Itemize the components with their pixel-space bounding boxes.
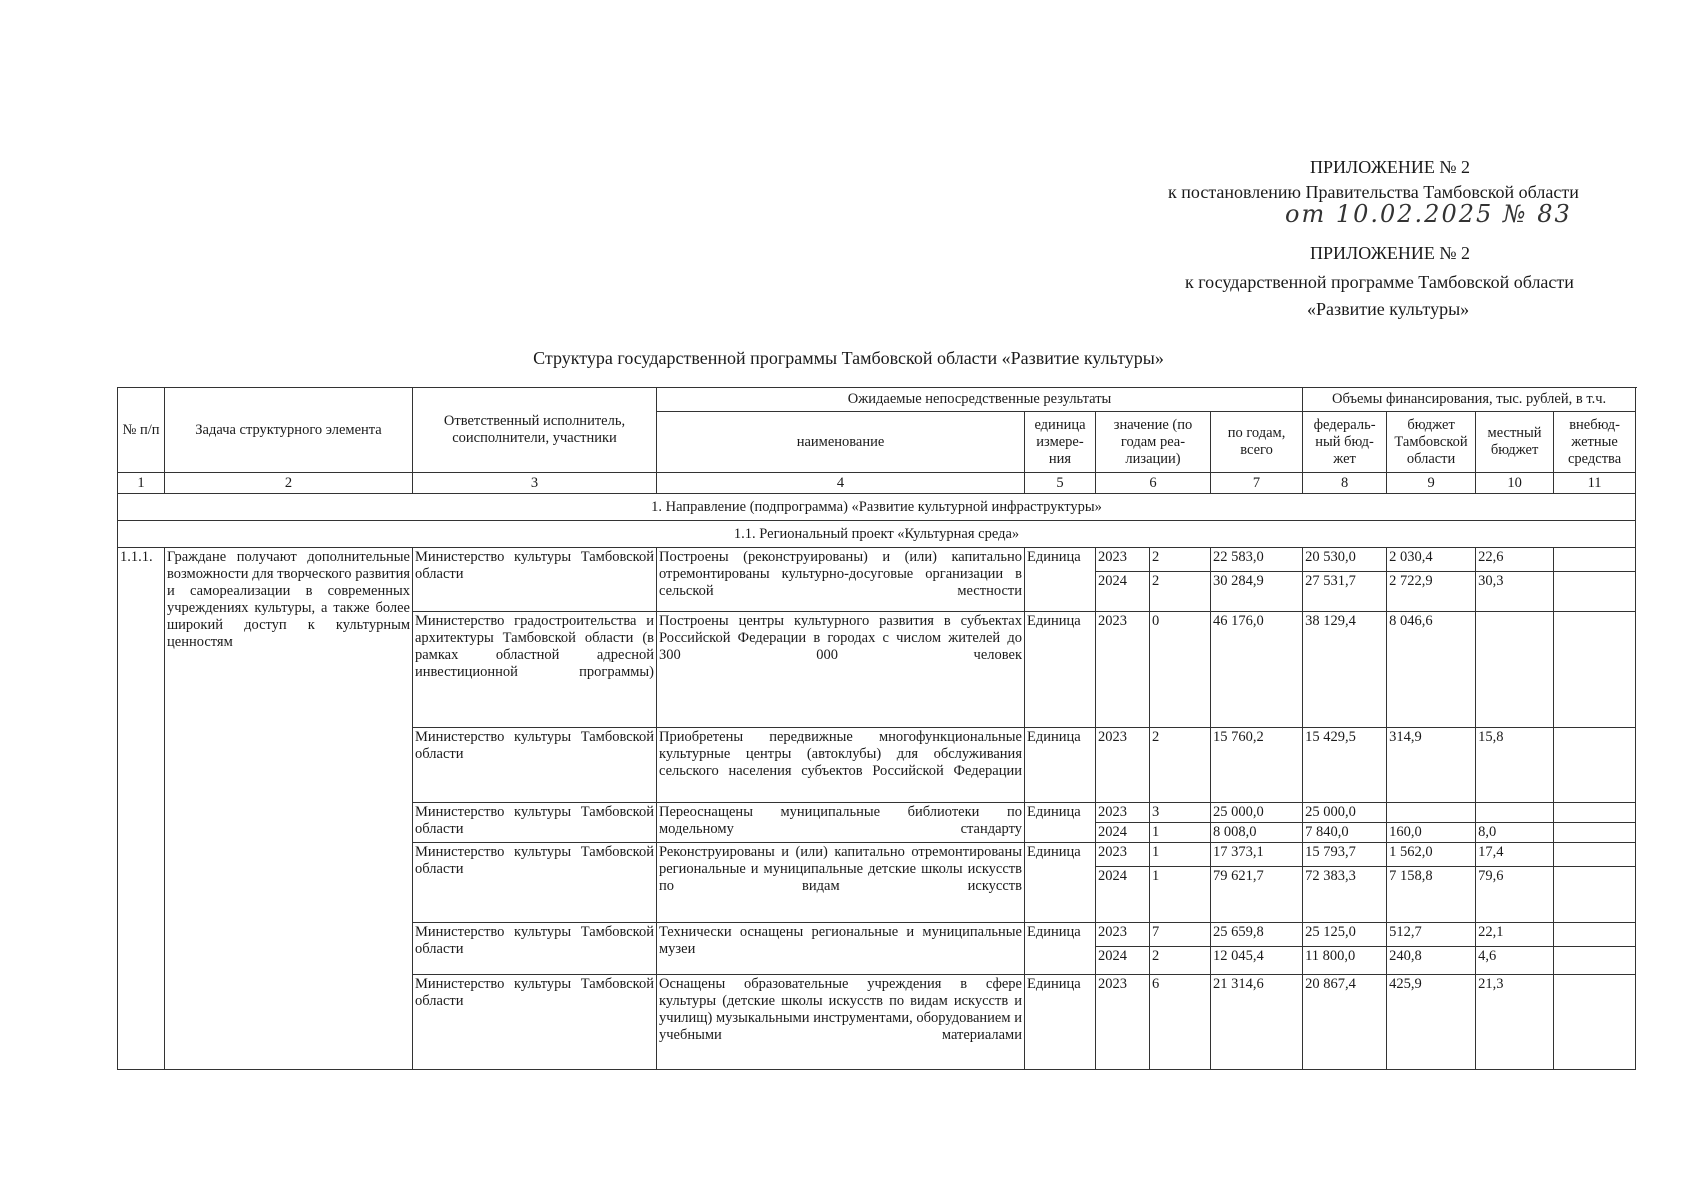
executor-cell: Министерство культуры Тамбовской области: [413, 728, 657, 803]
column-number: 2: [165, 473, 413, 494]
column-number: 3: [413, 473, 657, 494]
year-cell: 2023: [1096, 843, 1150, 867]
column-number: 1: [118, 473, 165, 494]
head-extrabudget: внебюд-жетные средства: [1554, 412, 1636, 473]
unit-cell: Единица: [1025, 923, 1096, 975]
extrabudget-cell: [1554, 975, 1636, 1070]
regional-cell: 7 158,8: [1387, 867, 1476, 923]
head-unit: единица измере-ния: [1025, 412, 1096, 473]
head-funding-group: Объемы финансирования, тыс. рублей, в т.ч.: [1303, 388, 1636, 412]
regional-cell: 512,7: [1387, 923, 1476, 947]
column-number: 4: [657, 473, 1025, 494]
program-name: «Развитие культуры»: [1307, 299, 1470, 319]
program-reference: к государственной программе Тамбовской области: [1185, 272, 1574, 292]
head-federal: федераль-ный бюд-жет: [1303, 412, 1387, 473]
task-description: Граждане получают дополнительные возможности для творческого развития и самореализации в современных учреждениях культуры, а также более широкий доступ к культурным ценностям: [165, 548, 413, 1070]
federal-cell: 72 383,3: [1303, 867, 1387, 923]
year-cell: 2023: [1096, 548, 1150, 572]
total-cell: 30 284,9: [1211, 572, 1303, 612]
year-cell: 2023: [1096, 803, 1150, 823]
head-regional: бюджет Тамбовской области: [1387, 412, 1476, 473]
column-number: 7: [1211, 473, 1303, 494]
regional-cell: 2 722,9: [1387, 572, 1476, 612]
extrabudget-cell: [1554, 612, 1636, 728]
head-result-name: наименование: [657, 412, 1025, 473]
extrabudget-cell: [1554, 867, 1636, 923]
unit-cell: Единица: [1025, 612, 1096, 728]
resolution-reference: к постановлению Правительства Тамбовской области: [1168, 182, 1579, 202]
total-cell: 21 314,6: [1211, 975, 1303, 1070]
value-cell: 2: [1150, 728, 1211, 803]
extrabudget-cell: [1554, 548, 1636, 572]
total-cell: 25 000,0: [1211, 803, 1303, 823]
federal-cell: 20 867,4: [1303, 975, 1387, 1070]
local-cell: [1476, 612, 1554, 728]
regional-cell: [1387, 803, 1476, 823]
extrabudget-cell: [1554, 572, 1636, 612]
regional-cell: 2 030,4: [1387, 548, 1476, 572]
local-cell: 21,3: [1476, 975, 1554, 1070]
unit-cell: Единица: [1025, 728, 1096, 803]
extrabudget-cell: [1554, 823, 1636, 843]
total-cell: 8 008,0: [1211, 823, 1303, 843]
section-heading: 1. Направление (подпрограмма) «Развитие культурной инфраструктуры»: [118, 494, 1636, 521]
regional-cell: 425,9: [1387, 975, 1476, 1070]
extrabudget-cell: [1554, 803, 1636, 823]
federal-cell: 11 800,0: [1303, 947, 1387, 975]
federal-cell: 15 793,7: [1303, 843, 1387, 867]
year-cell: 2024: [1096, 867, 1150, 923]
unit-cell: Единица: [1025, 803, 1096, 843]
federal-cell: 25 000,0: [1303, 803, 1387, 823]
result-name-cell: Приобретены передвижные многофункциональные культурные центры (автоклубы) для обслуживания сельского населения субъектов Российской Федерации: [657, 728, 1025, 803]
regional-cell: 8 046,6: [1387, 612, 1476, 728]
value-cell: 2: [1150, 947, 1211, 975]
result-name-cell: Технически оснащены региональные и муниципальные музеи: [657, 923, 1025, 975]
program-structure-table: [117, 387, 1636, 1070]
local-cell: 30,3: [1476, 572, 1554, 612]
federal-cell: 15 429,5: [1303, 728, 1387, 803]
value-cell: 1: [1150, 867, 1211, 923]
total-cell: 12 045,4: [1211, 947, 1303, 975]
year-cell: 2024: [1096, 823, 1150, 843]
head-num: № п/п: [118, 388, 165, 473]
local-cell: 4,6: [1476, 947, 1554, 975]
extrabudget-cell: [1554, 923, 1636, 947]
result-name-cell: Переоснащены муниципальные библиотеки по модельному стандарту: [657, 803, 1025, 843]
appendix-heading-resolution: ПРИЛОЖЕНИЕ № 2: [1310, 157, 1471, 177]
head-value: значение (по годам реа-лизации): [1096, 412, 1211, 473]
local-cell: [1476, 803, 1554, 823]
year-cell: 2023: [1096, 728, 1150, 803]
value-cell: 2: [1150, 572, 1211, 612]
table-row: [118, 548, 1636, 572]
executor-cell: Министерство культуры Тамбовской области: [413, 975, 657, 1070]
value-cell: 1: [1150, 843, 1211, 867]
column-number: 11: [1554, 473, 1636, 494]
subsection-heading: 1.1. Региональный проект «Культурная среда»: [118, 521, 1636, 548]
result-name-cell: Оснащены образовательные учреждения в сфере культуры (детские школы искусств по видам искусств и училищ) музыкальными инструментами, оборудованием и учебными материалами: [657, 975, 1025, 1070]
head-local: местный бюджет: [1476, 412, 1554, 473]
year-cell: 2023: [1096, 612, 1150, 728]
document-title: Структура государственной программы Тамбовской области «Развитие культуры»: [533, 348, 1164, 368]
value-cell: 2: [1150, 548, 1211, 572]
federal-cell: 38 129,4: [1303, 612, 1387, 728]
total-cell: 25 659,8: [1211, 923, 1303, 947]
column-number: 9: [1387, 473, 1476, 494]
total-cell: 15 760,2: [1211, 728, 1303, 803]
column-number: 8: [1303, 473, 1387, 494]
executor-cell: Министерство культуры Тамбовской области: [413, 803, 657, 843]
executor-cell: Министерство культуры Тамбовской области: [413, 843, 657, 923]
extrabudget-cell: [1554, 728, 1636, 803]
local-cell: 15,8: [1476, 728, 1554, 803]
executor-cell: Министерство культуры Тамбовской области: [413, 548, 657, 612]
head-task: Задача структурного элемента: [165, 388, 413, 473]
local-cell: 17,4: [1476, 843, 1554, 867]
local-cell: 22,1: [1476, 923, 1554, 947]
result-name-cell: Построены (реконструированы) и (или) капитально отремонтированы культурно-досуговые организации в сельской местности: [657, 548, 1025, 612]
regional-cell: 1 562,0: [1387, 843, 1476, 867]
value-cell: 6: [1150, 975, 1211, 1070]
year-cell: 2023: [1096, 923, 1150, 947]
regional-cell: 160,0: [1387, 823, 1476, 843]
unit-cell: Единица: [1025, 548, 1096, 612]
head-results-group: Ожидаемые непосредственные результаты: [657, 388, 1303, 412]
value-cell: 7: [1150, 923, 1211, 947]
federal-cell: 25 125,0: [1303, 923, 1387, 947]
value-cell: 0: [1150, 612, 1211, 728]
head-executor: Ответственный исполнитель, соисполнители, участники: [413, 388, 657, 473]
federal-cell: 7 840,0: [1303, 823, 1387, 843]
total-cell: 79 621,7: [1211, 867, 1303, 923]
value-cell: 1: [1150, 823, 1211, 843]
total-cell: 17 373,1: [1211, 843, 1303, 867]
year-cell: 2023: [1096, 975, 1150, 1070]
year-cell: 2024: [1096, 572, 1150, 612]
local-cell: 22,6: [1476, 548, 1554, 572]
year-cell: 2024: [1096, 947, 1150, 975]
extrabudget-cell: [1554, 843, 1636, 867]
executor-cell: Министерство градостроительства и архитектуры Тамбовской области (в рамках областной адресной инвестиционной программы): [413, 612, 657, 728]
handwritten-date-number: от 10.02.2025 № 83: [1285, 200, 1572, 228]
column-number-row: [118, 473, 1636, 494]
federal-cell: 27 531,7: [1303, 572, 1387, 612]
federal-cell: 20 530,0: [1303, 548, 1387, 572]
column-number: 6: [1096, 473, 1211, 494]
column-number: 5: [1025, 473, 1096, 494]
column-number: 10: [1476, 473, 1554, 494]
unit-cell: Единица: [1025, 843, 1096, 923]
extrabudget-cell: [1554, 947, 1636, 975]
appendix-heading-program: ПРИЛОЖЕНИЕ № 2: [1310, 243, 1471, 263]
result-name-cell: Построены центры культурного развития в субъектах Российской Федерации в городах с числом жителей до 300 000 человек: [657, 612, 1025, 728]
unit-cell: Единица: [1025, 975, 1096, 1070]
result-name-cell: Реконструированы и (или) капитально отремонтированы региональные и муниципальные детские школы искусств по видам искусств: [657, 843, 1025, 923]
local-cell: 8,0: [1476, 823, 1554, 843]
regional-cell: 240,8: [1387, 947, 1476, 975]
total-cell: 46 176,0: [1211, 612, 1303, 728]
total-cell: 22 583,0: [1211, 548, 1303, 572]
head-total: по годам, всего: [1211, 412, 1303, 473]
regional-cell: 314,9: [1387, 728, 1476, 803]
local-cell: 79,6: [1476, 867, 1554, 923]
row-number: 1.1.1.: [118, 548, 165, 1070]
executor-cell: Министерство культуры Тамбовской области: [413, 923, 657, 975]
value-cell: 3: [1150, 803, 1211, 823]
